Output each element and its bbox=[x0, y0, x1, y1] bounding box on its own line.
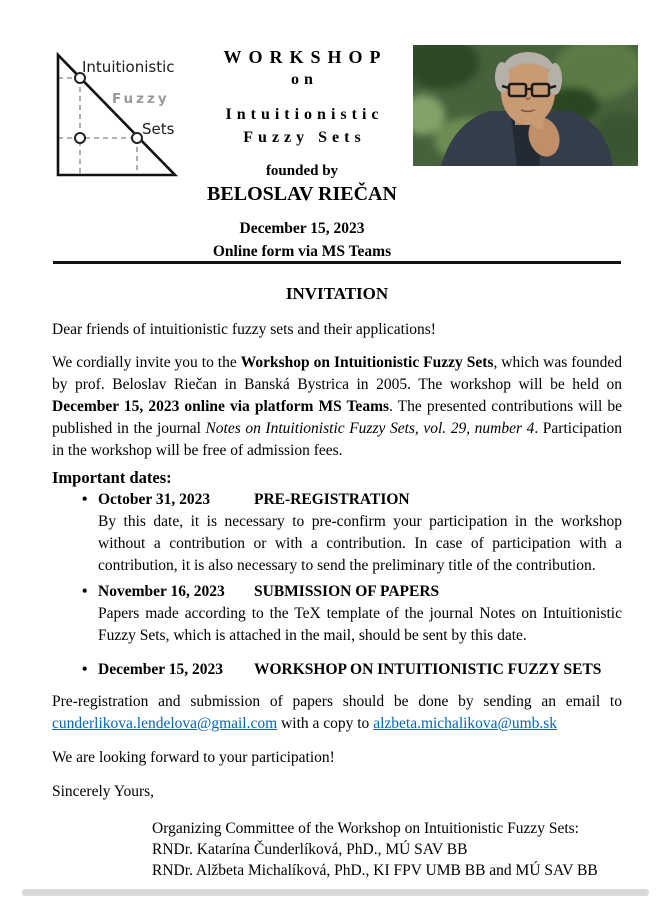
committee-member-2: RNDr. Alžbeta Michalíková, PhD., KI FPV UMB BB and MÚ SAV BB bbox=[152, 862, 598, 879]
sincerely-line: Sincerely Yours, bbox=[52, 783, 155, 800]
date-description: Papers made according to the TeX template of the journal Notes on Intuitionistic Fuzzy Sets, which is attached in the mail, should be sent by this date. bbox=[98, 605, 622, 644]
bullet-icon: • bbox=[82, 583, 88, 600]
title-on: on bbox=[291, 71, 318, 88]
date-description: By this date, it is necessary to pre-confirm your participation in the workshop without a contribution or with a contribution. In case of participation with a contribution, it is also necessary to send the preliminary title of the contribution. bbox=[98, 513, 622, 574]
event-label: WORKSHOP ON INTUITIONISTIC FUZZY SETS bbox=[254, 661, 602, 678]
important-dates-heading: Important dates: bbox=[52, 468, 172, 487]
text-segment: We cordially invite you to the bbox=[52, 354, 241, 371]
text-segment: Pre-registration and submission of papers should be done by sending an email to bbox=[52, 693, 622, 710]
date-value: November 16, 2023 bbox=[98, 583, 225, 600]
text-segment: Notes on Intuitionistic Fuzzy Sets, vol. 29, number 4 bbox=[205, 420, 535, 437]
organizing-committee-block bbox=[152, 818, 622, 881]
title-workshop: WORKSHOP bbox=[223, 47, 388, 67]
text-segment: . The presented contributions will be published in the journal bbox=[52, 398, 622, 437]
date-row bbox=[82, 659, 622, 681]
text-segment: December 15, 2023 online via platform MS Teams bbox=[52, 398, 390, 415]
intro-paragraph bbox=[52, 352, 622, 462]
event-label: PRE-REGISTRATION bbox=[254, 491, 410, 508]
greeting-paragraph: Dear friends of intuitionistic fuzzy sets and their applications! bbox=[52, 321, 436, 338]
ifs-triangle-logo-icon bbox=[50, 50, 190, 182]
text-segment: Workshop on Intuitionistic Fuzzy Sets bbox=[240, 354, 494, 371]
date-row bbox=[82, 489, 622, 511]
bullet-icon: • bbox=[82, 491, 88, 508]
header-divider-rule bbox=[53, 261, 621, 264]
event-label: SUBMISSION OF PAPERS bbox=[254, 583, 440, 600]
portrait-photo-image bbox=[413, 45, 638, 166]
date-value: December 15, 2023 bbox=[98, 661, 223, 678]
title-format: Online form via MS Teams bbox=[212, 243, 392, 260]
date-item-submission bbox=[52, 581, 622, 647]
date-item-preregistration bbox=[52, 489, 622, 577]
title-subject-line1: Intuitionistic bbox=[225, 106, 384, 123]
bullet-icon: • bbox=[82, 661, 88, 678]
title-founder-name: BELOSLAV RIEČAN bbox=[207, 183, 397, 205]
title-date: December 15, 2023 bbox=[239, 220, 365, 237]
page-boundary-bar bbox=[22, 889, 649, 896]
ifs-triangle-logo bbox=[50, 50, 190, 182]
looking-forward-line: We are looking forward to your participation! bbox=[52, 749, 335, 766]
founder-portrait-photo bbox=[413, 45, 638, 166]
title-subject-line2: Fuzzy Sets bbox=[243, 129, 366, 146]
text-segment: . Participation in the workshop will be free of admission fees. bbox=[52, 420, 623, 459]
invitation-heading: INVITATION bbox=[285, 284, 389, 303]
committee-member-1: RNDr. Katarína Čunderlíková, PhD., MÚ SAV BB bbox=[152, 841, 468, 858]
logo-label-fuzzy: Fuzzy bbox=[112, 91, 170, 107]
contact-paragraph bbox=[52, 691, 622, 735]
document-body bbox=[52, 283, 622, 881]
text-segment: , which was founded by prof. Beloslav Riečan in Banská Bystrica in 2005. The workshop will be held on bbox=[52, 354, 622, 393]
title-founded-by: founded by bbox=[265, 163, 339, 179]
workshop-title-block bbox=[183, 46, 421, 263]
date-row bbox=[82, 581, 622, 603]
date-item-workshop bbox=[52, 659, 622, 681]
logo-label-sets: Sets bbox=[142, 120, 175, 138]
text-segment: with a copy to bbox=[277, 715, 374, 732]
email-link[interactable]: alzbeta.michalikova@umb.sk bbox=[373, 715, 558, 732]
date-value: October 31, 2023 bbox=[98, 491, 211, 508]
logo-label-intuitionistic: Intuitionistic bbox=[82, 58, 175, 76]
email-link[interactable]: cunderlikova.lendelova@gmail.com bbox=[52, 715, 278, 732]
committee-title-line: Organizing Committee of the Workshop on Intuitionistic Fuzzy Sets: bbox=[152, 820, 579, 837]
